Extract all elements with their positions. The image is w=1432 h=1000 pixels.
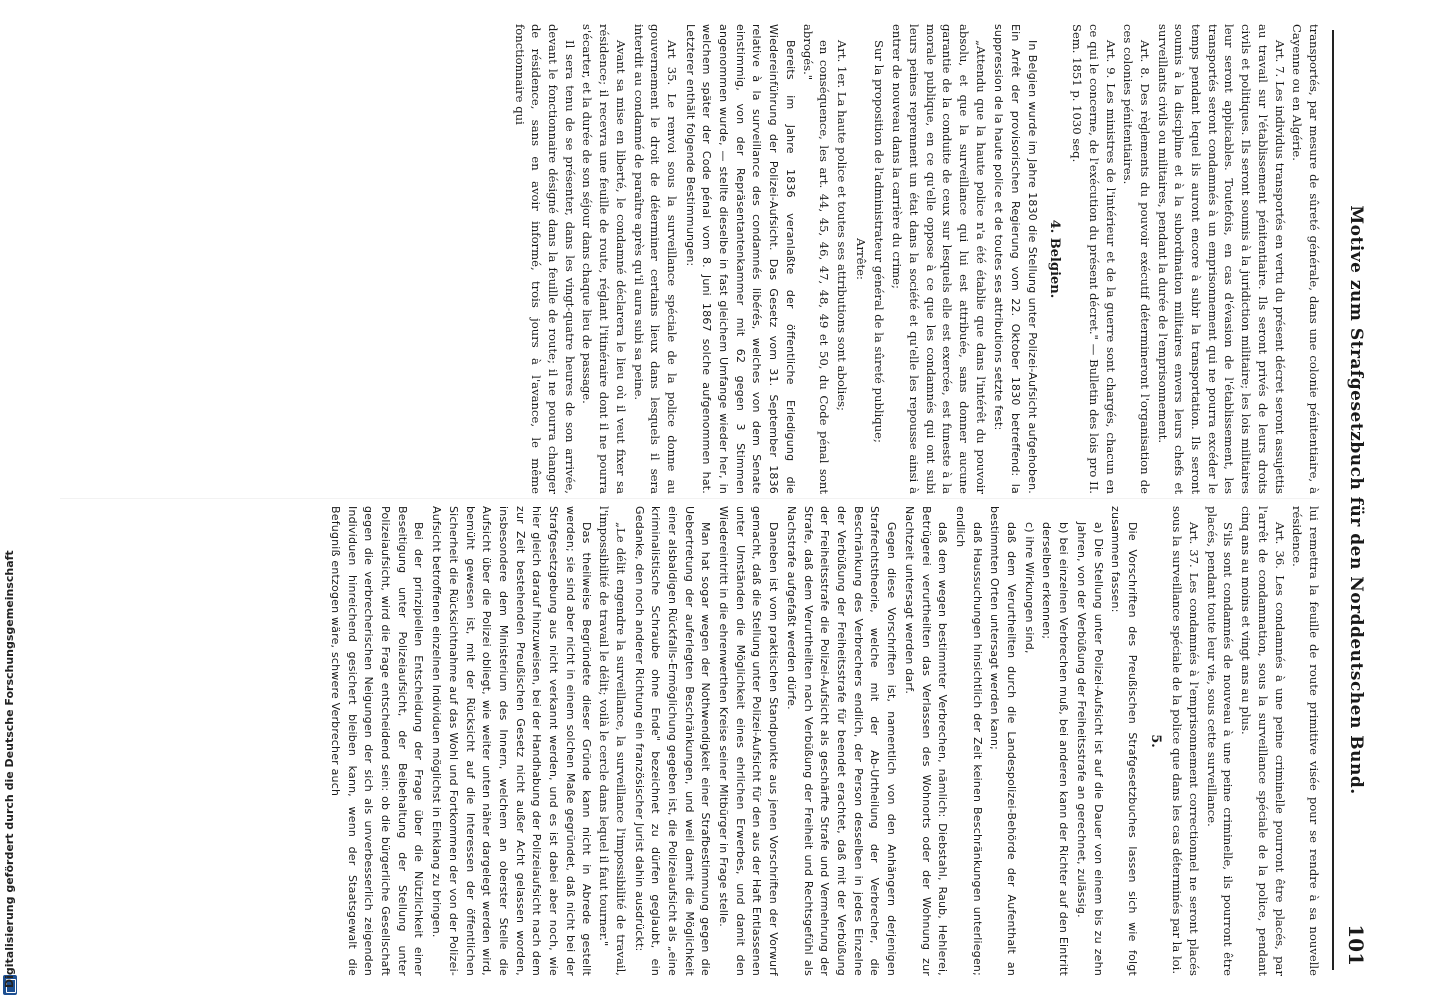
list-item: b) bei einzelnen Verbrechen muß, bei anderen kann der Richter auf den Eintritt derselben erkennen; xyxy=(1040,522,1071,976)
running-title: Motive zum Strafgesetzbuch für den Norddeutschen Bund. xyxy=(1346,205,1366,795)
digitization-credit: Digitalisierung gefördert durch die Deutsche Forschungsgemeinschaft xyxy=(3,550,16,988)
list-item: a) Die Stellung unter Polizei-Aufsicht ist auf die Dauer von einem bis zu zehn Jahren, von der Verbüßung der Freiheitsstrafe an gerechnet, zulässig. xyxy=(1074,522,1105,976)
paragraph: Gegen diese Vorschriften ist, namentlich von den Anhängern derjenigen Strafrechtstheorie, welche mit der Ab-Urtheilung der Verbrecher, die Beschränkung des Verbrechers endlich, der Person desselben in jedes Einzelne der Verbüßung der Freiheitsstrafe für beendet erachtet, daß mit der Verbüßung der Freiheitsstrafe die Polizei-Aufsicht als geschärfte Strafe und Vermehrung der Strafe, daß dem Verurtheilten nach Verbüßung der Freiheit und Rechtsgefühl als Nachstrafe aufgefaßt werden dürfe. xyxy=(784,506,899,976)
paragraph: daß dem wegen bestimmter Verbrechen, nämlich: Diebstahl, Raub, Hehlerei, Betrügerei verurtheilten das Verlassen des Wohnorts oder der Wohnung zur Nachtzeit untersagt werden darf. xyxy=(902,506,950,976)
paragraph: In Belgien wurde im Jahre 1830 die Stellung unter Polizei-Aufsicht aufgehoben. Ein Arrêt der provisorischen Regierung vom 22. Oktober 1830 betreffend: la suppression de la haute police et de toutes ses attributions setzte fest: xyxy=(992,24,1039,494)
paragraph: Bei der prinzipiellen Entscheidung der Frage über die Nützlichkeit einer Beseitigung unter Polizeiaufsicht, der Beibehaltung der Stellung unter Polizeiaufsicht, wird die Frage entscheidend sein: ob die bürgerliche Gesellschaft gegen die verbrecherischen Neigungen der sich als unverbesserlich zeigenden Individuen hinreichend gesichert bleiben kann, wenn der Staatsgewalt die Befugniß entzogen wäre, schwere Verbrecher auch xyxy=(328,506,426,976)
paragraph: Daneben ist vom praktischen Standpunkte aus jenen Vorschriften der Vorwurf gemacht, daß die Stellung unter Polizei-Aufsicht für den aus der Haft Entlassenen unter Umständen die Möglichkeit eines ehrlichen Erwerbes, und damit den Wiedereintritt in die ehrenwerthen Kreise seiner Mitbürger in Frage stelle. xyxy=(717,506,781,976)
paragraph: „Attendu que la haute police n'a été établie que dans l'intérêt du pouvoir absolu, et que la surveillance qui lui est attribuée, sans donner aucune garantie de la conduite de ceux sur lesquels elle est exercée, est funeste à la morale publique, en ce qu'elle oppose à ce que les condamnés qui ont subi leurs peines reprennent un état dans la société et qu'elle les repousse ainsi à entrer de nouveau dans la carrière du crime; xyxy=(890,24,988,494)
paragraph: daß dem Verurtheilten durch die Landespolizei-Behörde der Aufenthalt an bestimmten Orten untersagt werden kann; xyxy=(988,506,1019,976)
paragraph: transportés, par mesure de sûreté générale, dans une colonie pénitentiaire, à Cayenne ou en Algérie. xyxy=(1290,24,1321,494)
paragraph: Art. 36. Les condamnés à une peine criminelle pourront être placés, par l'arrêt de condamnation, sous la surveillance spéciale de la police, pendant cinq ans au moins et vingt ans au plus. xyxy=(1239,506,1287,976)
paragraph: „Le délit engendre la surveillance, la surveillance l'impossibilité de travail, l'impossibilité de travail le délit; voilà le cercle dans lequel il faut tourner." xyxy=(597,506,628,976)
page-number: 101 xyxy=(1344,924,1368,966)
paragraph: Avant sa mise en liberté, le condamné déclarera le lieu où il veut fixer sa résidence; il recevra une feuille de route, réglant l'itinéraire dont il ne pourra s'écarter, et la durée de son séjour dans chaque lieu de passage. xyxy=(580,24,628,494)
paragraph: daß Haussuchungen hinsichtlich der Zeit keinen Beschränkungen unterliegen; endlich xyxy=(953,506,984,976)
left-column xyxy=(52,24,1322,494)
paragraph: Bereits im Jahre 1836 veranlaßte der öffentliche Erledigung die Wiedereinführung der Polizei-Aufsicht. Das Gesetz vom 31. September 1836 relative à la surveillance des condamnés libérés, welches von dem Senate einstimmig, von der Repräsentantenkammer mit 62 gegen 3 Stimmen angenommen wurde, — stellte dieselbe in fast gleichem Umfange wieder her, in welchem später der Code pénal vom 8. Juni 1867 solche aufgenommen hat. Letzterer enthält folgende Bestimmungen: xyxy=(683,24,797,494)
paragraph: Art. 1er. La haute police et toutes ses attributions sont abolies; xyxy=(835,40,850,411)
paragraph: Art. 8. Des règlements du pouvoir exécutif détermineront l'organisation de ces colonies pénitentiaires. xyxy=(1121,24,1152,494)
page-header xyxy=(1332,30,1374,970)
paragraph: Art. 9. Les ministres de l'intérieur et de la guerre sont chargés, chacun en ce qui le concerne, de l'exécution du présent décret." — Bulletin des lois pro II. Sem. 1851 p. 1030 seq. xyxy=(1070,24,1118,494)
paragraph: en conséquence, les art. 44, 45, 46, 47, 48, 49 et 50, du Code pénal sont abrogés." xyxy=(800,24,832,494)
right-column xyxy=(52,506,1322,976)
paragraph: Il sera tenu de se présenter, dans les vingt-quatre heures de son arrivée, devant le fonctionnaire désigné dans la feuille de route; il ne pourra changer de résidence, sans en avoir informé, trois jours à l'avance, le même fonctionnaire qui xyxy=(512,24,577,494)
section-heading: 4. Belgien. xyxy=(1047,219,1063,299)
paragraph: Das theilweise Begründete dieser Gründe kann nicht in Abrede gestellt werden; sie sind aber nicht in einem solchen Maße gegründet, daß nicht bei der Strafgesetzgebung aus nicht verkannt werden, und es ist dabei aber noch, wie hier gleich darauf hinzuweisen, bei der Handhabung der Polizeiaufsicht nach dem zur Zeit bestehenden Preußischen Gesetz nicht außer Acht gelassen worden, insbesondere dem Ministerium des Innern, welchem an oberster Stelle die Aufsicht über die Polizei obliegt, wie weiter unten näher dargelegt werden wird, bemüht gewesen ist, mit der Rücksicht auf die Interessen der öffentlichen Sicherheit die Rücksichtnahme auf das Wohl und Fortkommen der von der Polizei-Aufsicht betroffenen einzelnen Individuen möglichst in Einklang zu bringen. xyxy=(430,506,594,976)
paragraph: lui remettra la feuille de route primitive visée pour se rendre à sa nouvelle résidence. xyxy=(1290,506,1321,976)
paragraph: Art. 37. Les condamnés à l'emprisonnement correctionnel ne seront placés sous la surveillance spéciale de la police que dans les cas déterminés par la loi. xyxy=(1170,506,1202,976)
paragraph: Art. 7. Les individus transportés en vertu du présent décret seront assujettis au travail sur l'établissement pénitentiaire. Ils seront privés de leurs droits civils et politiques. Ils seront soumis à la juridiction militaire; les lois militaires leur seront applicables. Toutefois, en cas d'évasion de l'établissement, les transportés seront condamnés à un emprisonnement qui ne pourra excéder le temps pendant lequel ils auront encore à subir la transportation. Ils seront soumis à la discipline et à la subordination militaires envers leurs chefs et surveillants civils ou militaires, pendant la durée de l'emprisonnement. xyxy=(1155,24,1287,494)
paragraph: Art 35. Le renvoi sous la surveillance spéciale de la police donne au gouvernement le droit de déterminer certains lieux dans lesquels il sera interdit au condamné de paraître après qu'il aura subi sa peine. xyxy=(631,24,679,494)
paragraph: Sur la proposition de l'administrateur général de la sûreté publique; xyxy=(872,40,887,443)
paragraph: S'ils sont condamnés de nouveau à une peine criminelle, ils pourront être placés, pendant toute leur vie, sous cette surveillance. xyxy=(1204,506,1236,976)
section-heading: 5. xyxy=(1147,734,1163,748)
paragraph: Arrête: xyxy=(853,238,868,280)
scanned-page xyxy=(40,10,1380,990)
paragraph: Die Vorschriften des Preußischen Strafgesetzbuches lassen sich wie folgt zusammen fassen: xyxy=(1109,506,1139,976)
list-item: c) ihre Wirkungen sind, xyxy=(1022,522,1036,654)
column-gutter xyxy=(60,498,1320,499)
paragraph: Man hat sogar wegen der Nothwendigkeit einer Strafbestimmung gegen die Uebertretung der auferlegten Beschränkungen, und weil damit die Möglichkeit einer alsbaldigen Rückfalls-Ermöglichung gegeben ist, die Polizeiaufsicht als „eine kriminalistische Schraube ohne Ende" bezeichnet zu dürfen geglaubt, ein Gedanke, den noch anderer Richtung ein französischer Jurist dahin ausdrückt: xyxy=(632,506,713,976)
digitization-footer xyxy=(0,0,22,1000)
